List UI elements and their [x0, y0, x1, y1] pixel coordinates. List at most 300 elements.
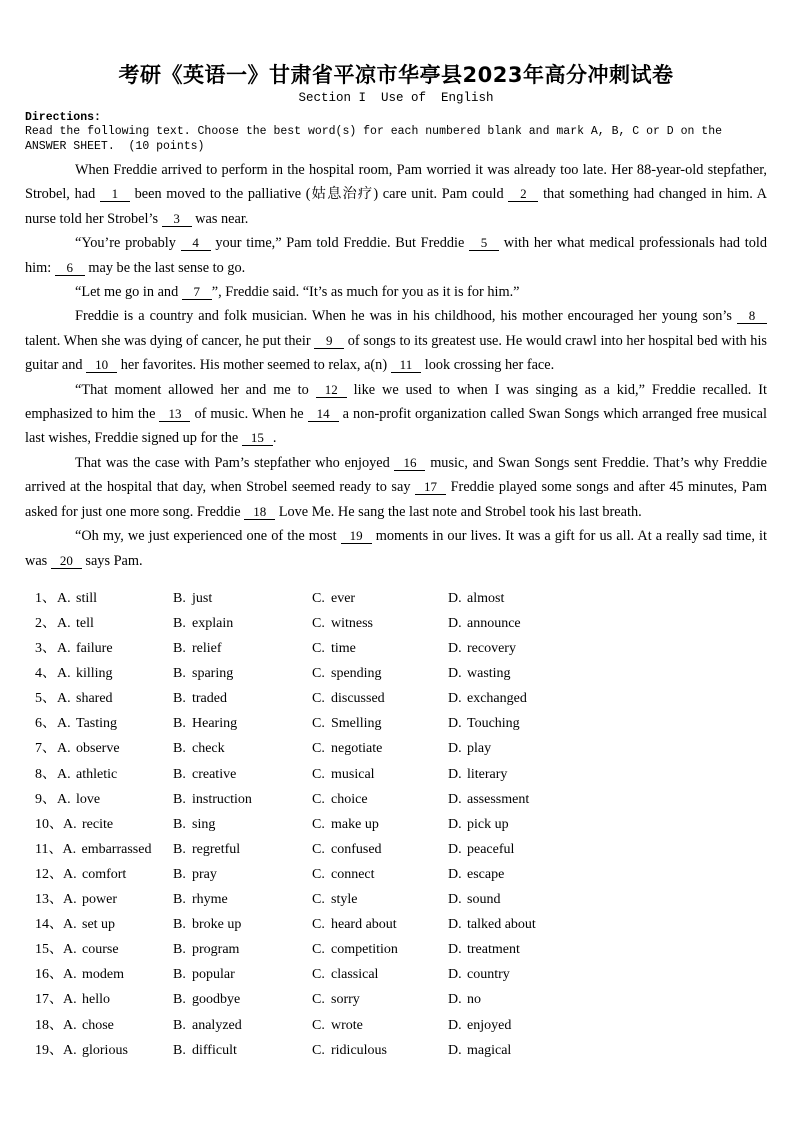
option-word: chose [82, 1017, 114, 1033]
option-b [173, 636, 222, 661]
option-letter: B. [173, 1017, 186, 1033]
option-word: country [467, 967, 510, 983]
option-d [448, 661, 511, 686]
option-letter: A. [63, 992, 77, 1008]
option-letter: D. [448, 766, 462, 782]
option-word: pray [192, 866, 217, 882]
directions-line: Read the following text. Choose the best word(s) for each numbered blank and mark A, B, C or D on the [25, 125, 723, 138]
option-c [312, 636, 356, 661]
directions-label: Directions: [25, 111, 101, 124]
option-word: set up [82, 917, 116, 933]
passage-paragraph: “You’re probably 4 your time,” Pam told Freddie. But Freddie 5 with her what medical professionals had told him: 6 may be the last sense to go. [25, 235, 768, 276]
option-letter: C. [312, 1042, 325, 1058]
option-letter: B. [173, 616, 186, 631]
option-d [448, 711, 520, 736]
option-word: time [331, 641, 356, 657]
option-word: announce [467, 616, 521, 631]
option-c [312, 812, 379, 837]
option-b [173, 611, 233, 636]
option-d [448, 962, 510, 987]
option-word: heard about [331, 917, 397, 933]
option-letter: A. [63, 942, 77, 958]
option-word: popular [192, 967, 235, 983]
option-d [448, 937, 520, 962]
option-letter: B. [173, 841, 186, 857]
option-word: make up [331, 816, 379, 832]
option-letter: B. [173, 766, 186, 782]
option-d [448, 787, 529, 812]
option-letter: B. [173, 691, 186, 707]
option-word: sing [192, 816, 216, 832]
option-letter: A. [57, 741, 71, 757]
question-number: 6、 [35, 716, 56, 732]
option-b [173, 711, 237, 736]
option-c [312, 586, 355, 611]
option-letter: C. [312, 716, 325, 732]
option-d [448, 611, 521, 636]
option-letter: A. [57, 590, 71, 606]
option-a [57, 611, 94, 636]
option-b [173, 937, 239, 962]
option-a [57, 762, 117, 787]
option-letter: A. [57, 641, 71, 657]
page-title: 考研《英语一》甘肃省平凉市华亭县2023年高分冲刺试卷 [118, 63, 674, 87]
option-a [63, 862, 126, 887]
option-letter: B. [173, 741, 186, 757]
option-letter: B. [173, 992, 186, 1008]
option-word: ever [331, 590, 356, 606]
option-letter: C. [312, 816, 325, 832]
blank-8: 8 [737, 309, 767, 324]
option-a [63, 1013, 114, 1038]
option-word: choice [331, 791, 368, 807]
option-b [173, 686, 227, 711]
option-d [448, 686, 527, 711]
option-word: killing [76, 666, 113, 682]
question-list [35, 586, 767, 1063]
option-word: course [82, 942, 119, 958]
question-row [35, 762, 767, 787]
option-b [173, 661, 233, 686]
blank-19: 19 [341, 529, 372, 544]
option-word: sound [467, 892, 501, 908]
question-number: 2、 [35, 616, 56, 631]
option-word: treatment [467, 942, 520, 958]
option-b [173, 1038, 237, 1063]
option-word: almost [467, 590, 505, 606]
blank-4: 4 [181, 236, 211, 251]
option-word: glorious [82, 1042, 128, 1058]
option-letter: C. [312, 616, 325, 631]
blank-16: 16 [394, 456, 425, 471]
option-word: no [467, 992, 481, 1008]
question-number: 8、 [35, 766, 56, 782]
option-a [62, 837, 151, 862]
option-letter: C. [312, 666, 325, 682]
question-row [35, 787, 767, 812]
blank-2: 2 [508, 187, 538, 202]
option-word: still [76, 590, 98, 606]
question-row [35, 1013, 767, 1038]
passage-paragraph: When Freddie arrived to perform in the hospital room, Pam worried it was already too late. Her 88-year-old stepfather, Strobel, had 1 been moved to the palliative (姑息治疗) care unit. Pam could 2 that something had changed in him. A nurse told her Strobel’s 3 was near. [25, 162, 767, 227]
option-word: relief [192, 641, 222, 657]
option-letter: B. [173, 716, 186, 732]
option-c [312, 736, 382, 761]
option-letter: B. [173, 590, 186, 606]
question-row [35, 887, 767, 912]
option-word: literary [467, 766, 508, 782]
passage-paragraph: “Let me go in and 7 ”, Freddie said. “It’s as much for you as it is for him.” [75, 284, 520, 301]
option-letter: A. [57, 766, 71, 782]
option-letter: D. [448, 892, 462, 908]
option-word: exchanged [467, 691, 527, 707]
option-d [448, 837, 514, 862]
question-number: 7、 [35, 741, 56, 757]
option-a [63, 912, 115, 937]
option-letter: D. [448, 590, 462, 606]
option-c [312, 912, 397, 937]
question-number: 19、 [35, 1042, 63, 1058]
option-letter: D. [448, 641, 462, 657]
question-row [35, 1038, 767, 1063]
option-c [312, 661, 382, 686]
option-d [448, 736, 491, 761]
option-letter: B. [173, 666, 186, 682]
question-row [35, 812, 767, 837]
option-word: difficult [192, 1042, 237, 1058]
option-word: assessment [467, 791, 530, 807]
option-letter: D. [448, 666, 462, 682]
option-word: pick up [467, 816, 509, 832]
option-letter: A. [57, 791, 71, 807]
option-a [63, 937, 119, 962]
blank-12: 12 [316, 383, 347, 398]
option-word: rhyme [192, 892, 228, 908]
option-d [448, 1038, 511, 1063]
blank-11: 11 [391, 358, 422, 373]
option-letter: C. [312, 892, 325, 908]
section-heading: Section I Use of English [298, 91, 494, 105]
option-word: athletic [76, 766, 118, 782]
option-a [63, 987, 110, 1012]
blank-10: 10 [86, 358, 117, 373]
option-d [448, 887, 500, 912]
blank-7: 7 [182, 285, 212, 300]
option-a [57, 586, 97, 611]
question-number: 18、 [35, 1017, 63, 1033]
option-b [173, 962, 235, 987]
option-c [312, 887, 357, 912]
option-word: just [192, 590, 213, 606]
option-letter: C. [312, 691, 325, 707]
option-letter: D. [448, 791, 462, 807]
question-row [35, 711, 767, 736]
option-word: wasting [467, 666, 511, 682]
option-word: style [331, 892, 358, 908]
option-word: play [467, 741, 492, 757]
option-d [448, 762, 507, 787]
question-number: 3、 [35, 641, 56, 657]
blank-5: 5 [469, 236, 499, 251]
question-number: 5、 [35, 691, 56, 707]
question-number: 15、 [35, 942, 63, 958]
option-c [312, 862, 375, 887]
blank-1: 1 [100, 187, 130, 202]
option-word: instruction [192, 791, 252, 807]
option-a [57, 636, 113, 661]
option-c [312, 937, 398, 962]
option-word: wrote [331, 1017, 363, 1033]
option-letter: A. [57, 691, 71, 707]
option-word: Touching [467, 716, 520, 732]
option-letter: C. [312, 942, 325, 958]
option-letter: A. [63, 917, 77, 933]
option-b [173, 862, 217, 887]
option-letter: D. [448, 1017, 462, 1033]
question-number: 13、 [35, 892, 63, 908]
blank-20: 20 [51, 554, 82, 569]
option-letter: B. [173, 816, 186, 832]
option-b [173, 987, 240, 1012]
option-word: power [82, 892, 117, 908]
option-letter: D. [448, 992, 462, 1008]
option-c [312, 1013, 363, 1038]
question-number: 16、 [35, 967, 63, 983]
option-word: failure [76, 641, 113, 657]
option-letter: D. [448, 866, 462, 882]
option-b [173, 787, 252, 812]
question-row [35, 736, 767, 761]
option-word: observe [76, 741, 120, 757]
passage-paragraph: “That moment allowed her and me to 12 like we used to when I was singing as a kid,” Freddie recalled. It emphasized to him the 13 of music. When he 14 a non-profit organization called Swan Songs which arranged free musical last wishes, Freddie signed up for the 15 . [25, 381, 768, 447]
question-number: 4、 [35, 666, 56, 682]
option-b [173, 812, 215, 837]
option-a [57, 711, 117, 736]
option-letter: A. [63, 816, 77, 832]
blank-17: 17 [415, 480, 446, 495]
option-letter: C. [312, 590, 325, 606]
option-word: Tasting [76, 716, 118, 732]
option-letter: D. [448, 616, 462, 631]
option-c [312, 987, 360, 1012]
option-word: modem [82, 967, 124, 983]
option-letter: C. [312, 791, 325, 807]
blank-3: 3 [162, 212, 192, 227]
option-word: recovery [467, 641, 516, 657]
question-row [35, 636, 767, 661]
option-letter: D. [448, 741, 462, 757]
option-letter: C. [312, 841, 325, 857]
option-letter: D. [448, 691, 462, 707]
option-letter: B. [173, 967, 186, 983]
option-word: traded [192, 691, 227, 707]
option-letter: C. [312, 1017, 325, 1033]
cloze-passage [25, 158, 767, 573]
directions-text [25, 125, 767, 154]
option-c [312, 962, 378, 987]
option-letter: D. [448, 1042, 462, 1058]
option-word: ridiculous [331, 1042, 387, 1058]
option-a [63, 812, 113, 837]
option-a [57, 661, 113, 686]
option-word: recite [82, 816, 114, 832]
option-word: negotiate [331, 741, 383, 757]
option-d [448, 862, 504, 887]
blank-13: 13 [159, 407, 190, 422]
question-row [35, 862, 767, 887]
passage-paragraph: “Oh my, we just experienced one of the most 19 moments in our lives. It was a gift for us all. At a really sad time, it was 20 says Pam. [25, 528, 767, 569]
option-letter: D. [448, 942, 462, 958]
option-letter: C. [312, 766, 325, 782]
option-word: peaceful [467, 841, 515, 857]
option-c [312, 686, 385, 711]
option-word: hello [82, 992, 110, 1008]
option-c [312, 837, 382, 862]
passage-paragraph: That was the case with Pam’s stepfather who enjoyed 16 music, and Swan Songs sent Freddie. That’s why Freddie arrived at the hospital that day, when Strobel seemed ready to say 17 Freddie played some songs and after 45 minutes, Pam asked for just one more song. Freddie 18 Love Me. He sang the last note and Strobel took his last breath. [25, 454, 768, 520]
option-a [57, 787, 100, 812]
option-letter: A. [57, 616, 71, 631]
option-letter: C. [312, 641, 325, 657]
option-word: creative [192, 766, 237, 782]
option-word: regretful [192, 841, 241, 857]
option-word: Smelling [331, 716, 382, 732]
passage-paragraph: Freddie is a country and folk musician. When he was in his childhood, his mother encouraged her young son’s 8 talent. When she was dying of cancer, he put their 9 of songs to its greatest use. He would crawl into her hospital bed with his guitar and 10 her favorites. His mother seemed to relax, a(n) 11 look crossing her face. [25, 308, 767, 374]
option-word: connect [331, 866, 375, 882]
option-letter: A. [62, 841, 77, 857]
option-word: sorry [331, 992, 360, 1008]
option-word: classical [331, 967, 379, 983]
option-d [448, 987, 481, 1012]
option-a [63, 962, 124, 987]
option-word: musical [331, 766, 375, 782]
option-word: comfort [82, 866, 127, 882]
option-word: goodbye [192, 992, 241, 1008]
question-row [35, 586, 767, 611]
option-letter: A. [63, 892, 77, 908]
option-d [448, 636, 516, 661]
question-number: 11、 [35, 841, 63, 857]
question-row [35, 962, 767, 987]
blank-18: 18 [244, 505, 275, 520]
option-letter: D. [448, 917, 462, 933]
option-letter: C. [312, 967, 325, 983]
question-number: 12、 [35, 866, 63, 882]
question-row [35, 611, 767, 636]
option-d [448, 912, 536, 937]
option-letter: B. [173, 1042, 186, 1058]
option-word: tell [76, 616, 94, 631]
option-letter: A. [63, 1017, 77, 1033]
option-word: sparing [192, 666, 234, 682]
question-number: 1、 [35, 590, 56, 606]
option-c [312, 762, 375, 787]
option-b [173, 887, 228, 912]
option-word: analyzed [192, 1017, 242, 1033]
option-letter: B. [173, 942, 186, 958]
option-word: talked about [467, 917, 536, 933]
option-a [57, 736, 120, 761]
option-a [57, 686, 113, 711]
option-letter: D. [448, 816, 462, 832]
question-row [35, 837, 767, 862]
option-word: broke up [192, 917, 242, 933]
option-word: embarrassed [81, 841, 152, 857]
option-letter: B. [173, 641, 186, 657]
question-number: 10、 [35, 816, 63, 832]
option-letter: D. [448, 716, 462, 732]
option-word: enjoyed [467, 1017, 512, 1033]
option-letter: B. [173, 791, 186, 807]
option-a [63, 1038, 128, 1063]
option-letter: A. [57, 666, 71, 682]
option-d [448, 586, 504, 611]
option-word: magical [467, 1042, 512, 1058]
option-word: confused [331, 841, 382, 857]
option-letter: D. [448, 841, 462, 857]
option-c [312, 711, 382, 736]
option-letter: C. [312, 992, 325, 1008]
option-d [448, 1013, 511, 1038]
question-number: 9、 [35, 791, 56, 807]
option-word: love [76, 791, 101, 807]
question-row [35, 937, 767, 962]
option-b [173, 1013, 242, 1038]
option-a [63, 887, 117, 912]
option-letter: B. [173, 892, 186, 908]
option-b [173, 762, 236, 787]
option-b [173, 837, 240, 862]
option-b [173, 736, 225, 761]
directions-line: ANSWER SHEET. (10 points) [25, 139, 205, 153]
option-word: discussed [331, 691, 385, 707]
option-c [312, 787, 368, 812]
option-letter: C. [312, 741, 325, 757]
blank-15: 15 [242, 431, 273, 446]
question-number: 14、 [35, 917, 63, 933]
option-letter: D. [448, 967, 462, 983]
option-b [173, 912, 241, 937]
option-word: shared [76, 691, 113, 707]
option-word: competition [331, 942, 398, 958]
option-letter: A. [63, 866, 77, 882]
option-letter: A. [63, 1042, 77, 1058]
option-word: spending [331, 666, 382, 682]
option-word: program [192, 942, 240, 958]
option-word: Hearing [192, 716, 238, 732]
option-letter: B. [173, 866, 186, 882]
option-word: check [192, 741, 225, 757]
option-letter: B. [173, 917, 186, 933]
question-row [35, 686, 767, 711]
option-letter: C. [312, 917, 325, 933]
option-d [448, 812, 509, 837]
blank-6: 6 [55, 261, 85, 276]
option-c [312, 1038, 387, 1063]
option-word: witness [331, 616, 373, 631]
option-b [173, 586, 212, 611]
option-letter: A. [57, 716, 71, 732]
question-row [35, 661, 767, 686]
option-letter: C. [312, 866, 325, 882]
option-letter: A. [63, 967, 77, 983]
option-word: explain [192, 616, 234, 631]
blank-9: 9 [314, 334, 344, 349]
question-row [35, 912, 767, 937]
option-c [312, 611, 373, 636]
option-word: escape [467, 866, 505, 882]
question-number: 17、 [35, 992, 63, 1008]
question-row [35, 987, 767, 1012]
